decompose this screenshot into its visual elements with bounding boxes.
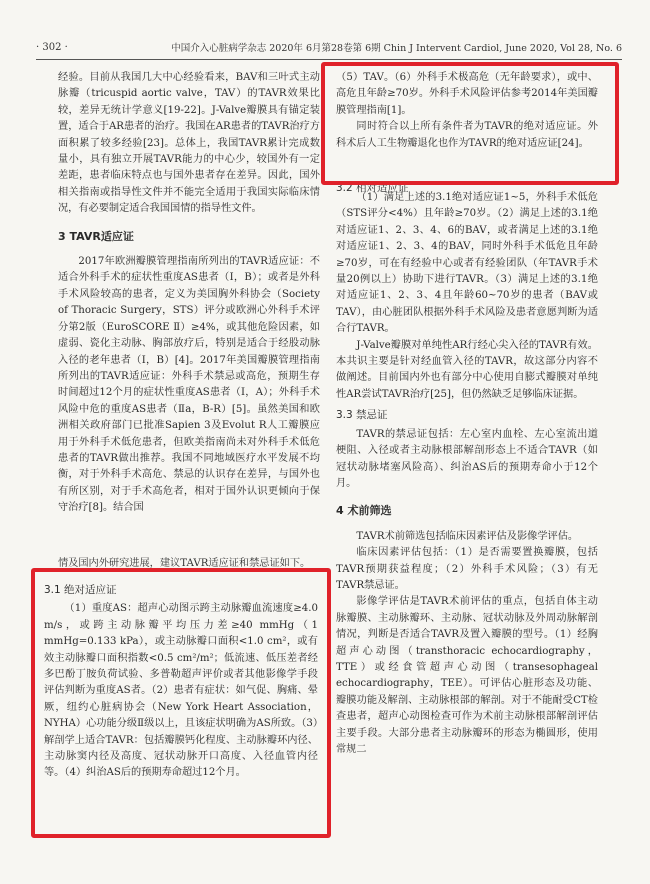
red-highlight-box-left (31, 568, 331, 838)
indication-5-6-text: （5）TAV。（6）外科手术极高危（无年龄要求），或中、高危且年龄≥70岁。外科手术风险评估参考2014年美国瓣膜管理指南[1]。 (336, 72, 598, 116)
section-3-1-text: （1）重度AS：超声心动图示跨主动脉瓣血流速度≥4.0 m/s，或跨主动脉瓣平均压力差≥40 mmHg（1 mmHg=0.133 kPa），或主动脉瓣口面积<1.0 cm²，或有效主动脉瓣口面积指数<0.5 cm²/m²；低流速、低压差者经多巴酚丁胺负荷试验、多普勒超声评价或者其他影像学手段评估判断为重度AS者。（2）患者有症状：如气促、胸痛、晕厥，纽约心脏病协会（New York Heart Association，NYHA）心功能分级Ⅱ级以上，且该症状明确为AS所致。（3）解剖学上适合TAVR：包括瓣膜钙化程度、主动脉瓣环内径、主动脉窦内径及高度、冠状动脉开口高度、入径血管内径等。（4）纠治AS后的预期寿命超过12个月。 (44, 603, 318, 779)
section-3-title: 3 TAVR适应证 (58, 229, 134, 243)
section-3-3-title: 3.3 禁忌证 (336, 409, 388, 422)
section-3-paragraph: 2017年欧洲瓣膜管理指南所列出的TAVR适应证：不适合外科手术的症状性重度AS患者（Ⅰ，B）；或者是外科手术风险较高的患者，定义为美国胸外科协会（Society of Thoracic Surgery，STS）评分或欧洲心外科手术评分第2版（EuroSCORE Ⅱ）≥4%，或其他危险因素，如虚弱、瓷化主动脉、胸部放疗后，特别是适合于经股动脉入径的老年患者（Ⅰ，B）[4]。2017年美国瓣膜管理指南所列出的TAVR适应证：外科手术禁忌或高危，预期生存时间超过12个月的症状性重度AS患者（Ⅰ，A）；外科手术风险中危的重度AS患者（Ⅱa，B-R）[5]。虽然美国和欧洲相关政府部门已批准Sapien 3及Evolut R人工瓣膜应用于外科手术低危患者，但欧美指南尚未对外科手术低危患者的TAVR做出推荐。我国不同地域医疗水平发展不均衡，对于外科手术高危、禁忌的认识存在差异，与国外也有所区别，对于手术高危者，相对于国外认识更倾向于保守治疗[8]。结合国 (58, 256, 320, 514)
j-valve-paragraph: J-Valve瓣膜对单纯性AR行经心尖入径的TAVR有效。本共识主要是针对经血管入径的TAVR，故这部分内容不做阐述。目前国内外也有部分中心使用自膨式瓣膜对单纯性AR尝试TAVR治疗[25]，但仍然缺乏足够临床证据。 (336, 339, 598, 400)
left-column (58, 70, 320, 517)
section-3-3-paragraph: TAVR的禁忌证包括：左心室内血栓、左心室流出道梗阻、入径或者主动脉根部解剖形态上不适合TAVR（如冠状动脉堵塞风险高）、纠治AS后的预期寿命小于12个月。 (336, 428, 598, 489)
right-column (336, 190, 598, 758)
absolute-indication-summary: 同时符合以上所有条件者为TAVR的绝对适应证。外科术后人工生物瓣退化也作为TAVR的绝对适应证[24]。 (336, 121, 598, 149)
section-4-title: 4 术前筛选 (336, 504, 392, 518)
section-3-2-title-partial: 3.2 相对适应证 (336, 182, 409, 194)
page-number: · 302 · (36, 41, 68, 53)
section-4-paragraph-3: 影像学评估是TAVR术前评估的重点，包括自体主动脉瓣膜、主动脉瓣环、主动脉、冠状动脉及外周动脉解剖情况，判断是否适合TAVR及置入瓣膜的型号。（1）经胸超声心动图（transthoracic echocardiography，TTE）或经食管超声心动图（transesophageal echocardiography，TEE）。可评估心脏形态及功能、瓣膜功能及解剖、主动脉根部的解剖。对于不能耐受CT检查患者，超声心动图检查可作为术前主动脉根部解剖评估主要手段。大部分患者主动脉瓣环的形态为椭圆形，使用常规二 (336, 596, 598, 755)
section-3-2-paragraph: （1）满足上述的3.1绝对适应证1~5，外科手术低危（STS评分<4%）且年龄≥70岁。（2）满足上述的3.1绝对适应证1、2、3、4、6的BAV，或者满足上述的3.1绝对适应证1、2、3、4的BAV，同时外科手术低危且年龄≥70岁，可在有经验中心或者有经验团队（年TAVR手术量20例以上）协助下进行TAVR。（3）满足上述的3.1绝对适应证1、2、3、4且年龄60~70岁的患者（BAV或TAV），由心脏团队根据外科手术风险及患者意愿判断为适合行TAVR。 (336, 192, 598, 335)
journal-header (36, 38, 622, 60)
section-4-paragraph-2: 临床因素评估包括：（1）是否需要置换瓣膜，包括TAVR预期获益程度；（2）外科手术风险；（3）有无TAVR禁忌证。 (336, 547, 598, 591)
journal-citation: 中国介入心脏病学杂志 2020年 6月第28卷第 6期 Chin J Intervent Cardiol, June 2020, Vol 28, No. 6 (171, 43, 622, 54)
section-3-1-title: 3.1 绝对适应证 (44, 584, 117, 596)
intro-paragraph: 经验。目前从我国几大中心经验看来，BAV和三叶式主动脉瓣（tricuspid aortic valve，TAV）的TAVR效果比较，差异无统计学意义[19-22]。J-Valve瓣膜具有锚定装置，适合于AR患者的治疗。我国在AR患者的TAVR治疗方面积累了较多经验[23]。总体上，我国TAVR累计完成数量小，具有独立开展TAVR能力的中心少，较国外有一定差距，患者临床特点也与国外患者存在差异。因此，国外相关指南或指导性文件并不能完全适用于我国实际临床情况，有必要制定适合我国国情的指导性文件。 (58, 72, 320, 215)
section-4-paragraph-1: TAVR术前筛选包括临床因素评估及影像学评估。 (356, 530, 579, 542)
partially-hidden-line: 情及国内外研究进展，建议TAVR适应证和禁忌证如下。 (58, 558, 311, 569)
